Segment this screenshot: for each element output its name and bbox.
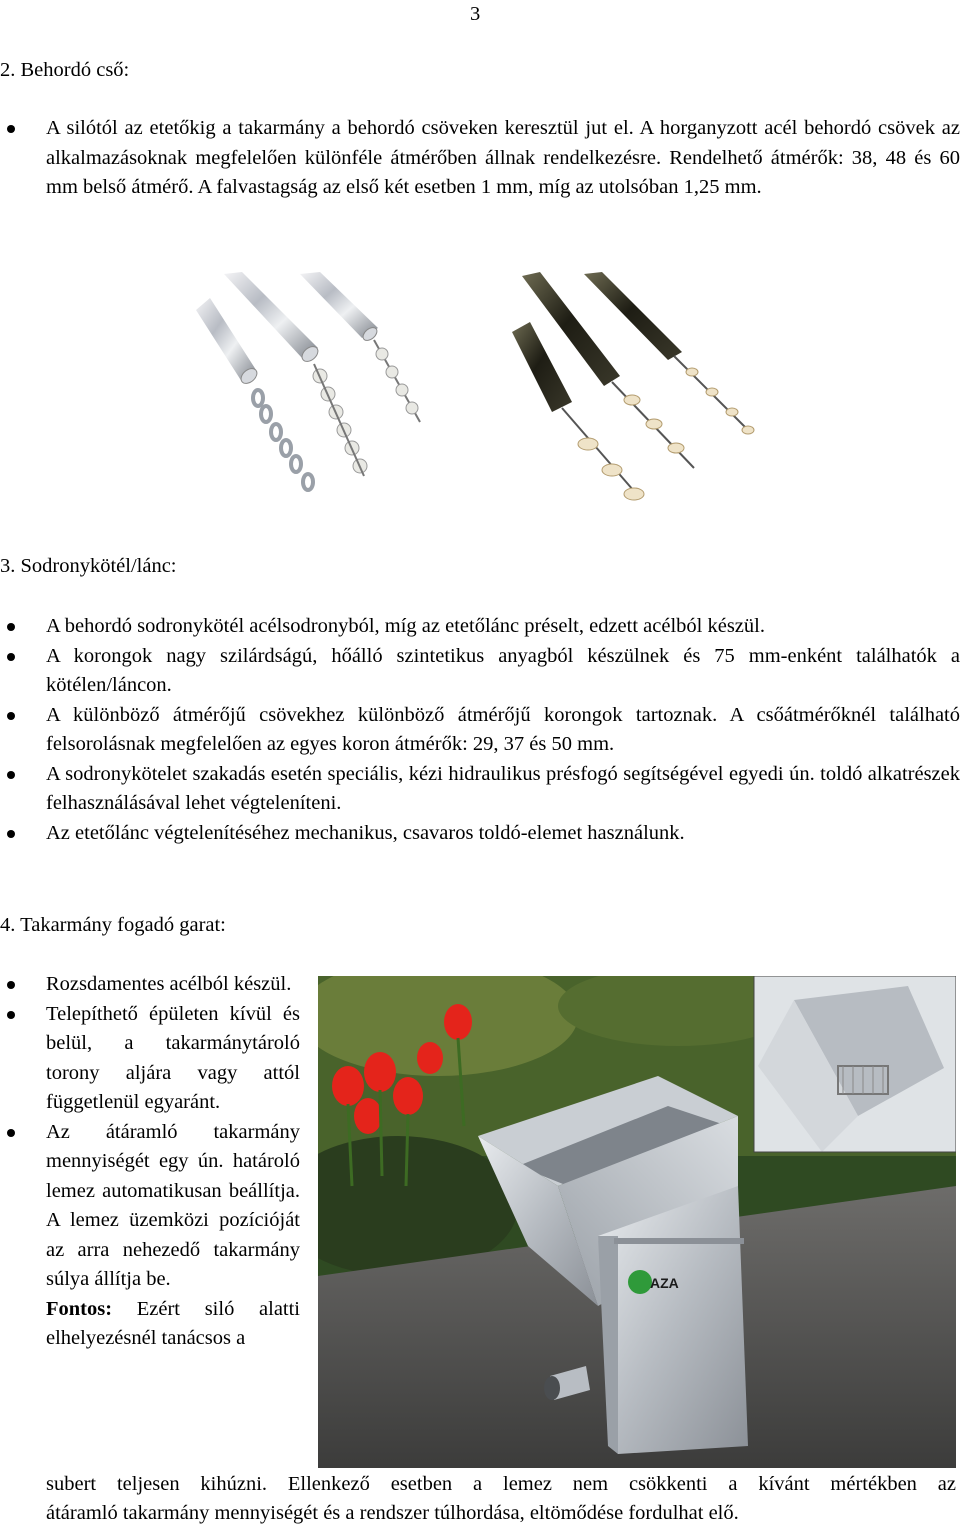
list-item: A korongok nagy szilárdságú, hőálló szintetikus anyagból készülnek és 75 mm-enként találhatók a kötélen/láncon. (0, 642, 960, 701)
list-item: Az etetőlánc végtelenítéséhez mechanikus, csavaros toldó-elemet használunk. (0, 819, 960, 849)
black-tubes-with-cable-and-discs-photo (512, 272, 758, 516)
bullet-icon (7, 830, 15, 838)
list-item: A behordó sodronykötél acélsodronyból, míg az etetőlánc préselt, edzett acélból készül. (0, 612, 960, 642)
section-2-list (0, 114, 960, 203)
list-item: Rozsdamentes acélból készül. (0, 970, 300, 1000)
section-2-heading: 2. Behordó cső: (0, 59, 130, 81)
note-line-2: átáramló takarmány mennyiségét és a rendszer túlhordása, eltömődése fordulhat elő. (46, 1502, 739, 1524)
bullet-icon (7, 653, 15, 661)
note-label: Fontos: (46, 1297, 113, 1320)
aza-logo: AZA (650, 1275, 679, 1291)
section-4-list (0, 970, 300, 1354)
bullet-icon (7, 1129, 15, 1137)
galvanized-tubes-with-chain-photo (196, 272, 452, 514)
note-text: Ezért siló alatti elhelyezésnél tanácsos a (46, 1297, 301, 1349)
note-paragraph (0, 1295, 300, 1354)
bullet-icon (7, 712, 15, 720)
list-item: A sodronykötelet szakadás esetén speciális, kézi hidraulikus présfogó segítségével egyedi ún. toldó alkatrészek felhasználásával lehet végteleníteni. (0, 760, 960, 819)
bullet-icon (7, 981, 15, 989)
stainless-feed-hopper-photo (318, 976, 956, 1468)
page-number: 3 (470, 3, 481, 25)
list-item: Telepíthető épületen kívül és belül, a takarmánytároló torony aljára vagy attól függetlenül egyaránt. (0, 1000, 300, 1118)
list-item: A különböző átmérőjű csövekhez különböző átmérőjű korongok tartoznak. A csőátmérőknél található felsorolásnak megfelelően az egyes koron átmérők: 29, 37 és 50 mm. (0, 701, 960, 760)
section-4-heading: 4. Takarmány fogadó garat: (0, 914, 226, 936)
hopper-interior-inset-photo (754, 976, 956, 1152)
bullet-icon (7, 771, 15, 779)
bullet-icon (7, 125, 15, 133)
section-3-list (0, 612, 960, 848)
note-line-1: subert teljesen kihúzni. Ellenkező esetben a lemez nem csökkenti a kívánt mértékben az (46, 1473, 956, 1495)
section-3-heading: 3. Sodronykötél/lánc: (0, 555, 177, 577)
list-item: A silótól az etetőkig a takarmány a behordó csöveken keresztül jut el. A horganyzott acél behordó csövek az alkalmazásoknak megfelelően különféle átmérőben állnak rendelkezésre. Rendelhető átmérők: 38, 48 és 60 mm belső átmérő. A falvastagság az első két esetben 1 mm, míg az utolsóban 1,25 mm. (0, 114, 960, 203)
bullet-icon (7, 623, 15, 631)
bullet-icon (7, 1011, 15, 1019)
list-item: Az átáramló takarmány mennyiségét egy ún. határoló lemez automatikusan beállítja. A lemez üzemközi pozícióját az arra nehezedő takarmány súlya állítja be. (0, 1118, 300, 1295)
